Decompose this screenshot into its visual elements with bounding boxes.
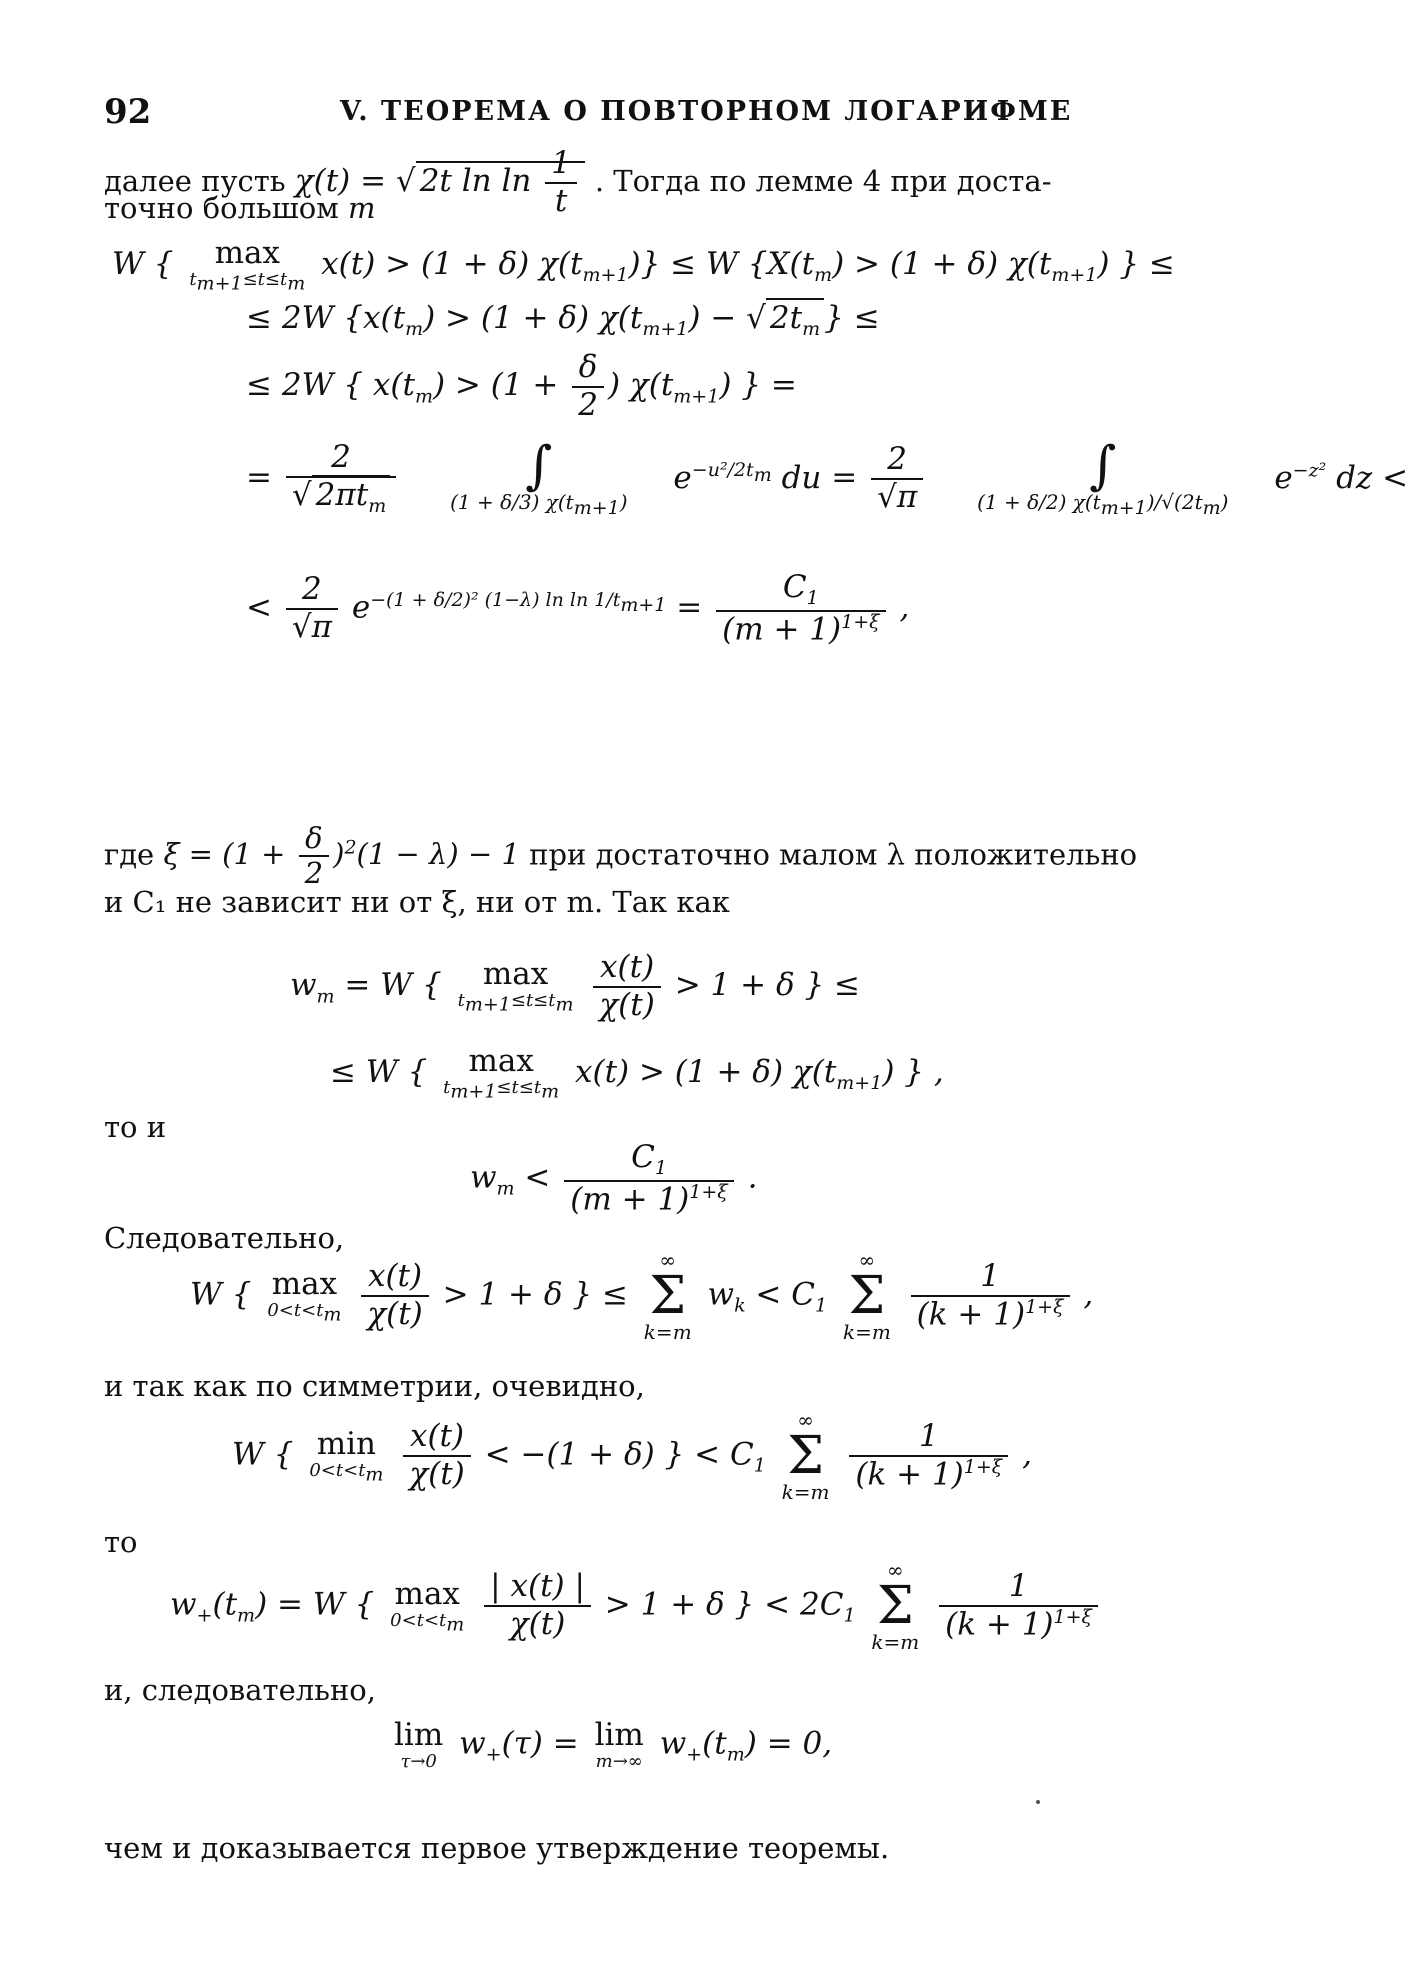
- intro-text-b: . Тогда по лемме 4 при доста-: [594, 164, 1052, 199]
- equation-sum-min: W { min $0<t<t_m$ $\frac{x(t)}{\chi(t)}$ < −(1 + δ) } < $C_1$ ∞ Σ k=m $\frac{1}{(k + 1)^{1+\xi}}$ ,: [232, 1408, 1032, 1504]
- equation-line-1: W { max $t_{m+1}\le t\le t_m$ x(t) > (1 + δ) $\chi(t_{m+1})\} \le W$ {$X(t_m) > (1 + \delta)$ $\chi(t_{m+1})$ } ≤: [112, 235, 1175, 295]
- chi-definition: χ(t) = √ 2t ln ln $\frac{1}{t}$: [295, 161, 595, 199]
- equation-line-3: ≤ 2W { $x(t_m) > (1$ + $\frac{\delta}{2}$ ) $\chi(t_{m+1})$ } =: [246, 349, 797, 423]
- to-i-text: то и: [104, 1110, 167, 1144]
- paragraph-where-line2: и C₁ не зависит ни от ξ, ни от m. Так как: [104, 885, 730, 919]
- page-number: 92: [104, 92, 152, 132]
- sledovatelno-text: Следовательно,: [104, 1221, 345, 1255]
- running-title: V. ТЕОРЕМА О ПОВТОРНОМ ЛОГАРИФМЕ: [340, 96, 1073, 127]
- equation-wm-bound: $w_m$ < $\frac{C_1}{(m + 1)^{1+\xi}}$ .: [470, 1139, 758, 1218]
- where-text: где: [104, 837, 155, 872]
- paragraph-intro-line2: точно большом m: [104, 191, 376, 225]
- where-text-b: при достаточно малом λ положительно: [529, 837, 1138, 872]
- equation-sum-max: W { max $0<t<t_m$ $\frac{x(t)}{\chi(t)}$ > 1 + δ } ≤ ∞ Σ k=m $w_k < C_1$ ∞ Σ k=m $\frac{1}{(k + 1)^{1+\xi}}$ ,: [190, 1248, 1094, 1344]
- equation-line-5: < $\frac{2}{√\pi}$ $e^{-(1 + \delta/2)^2 (1-\lambda) ln ln 1/t_{m+1}}$ = $\frac{C_1}{(m + 1)^{1+\xi}}$ ,: [246, 569, 910, 648]
- equation-wm-1: $w_m = W$ { max $t_{m+1}\le t\le t_m$ $\frac{x(t)}{\chi(t)}$ > 1 + δ } ≤: [290, 949, 861, 1023]
- symmetry-text: и так как по симметрии, очевидно,: [104, 1369, 645, 1403]
- final-sentence: чем и доказывается первое утверждение теоремы.: [104, 1831, 890, 1865]
- paragraph-where: где ξ = (1 + $\frac{\delta}{2}$ )$^2$(1 − λ) − 1 при достаточно малом λ положительно: [104, 821, 1138, 891]
- equation-w-plus: $w_+(t_m) = W$ { max $0<t<t_m$ $\frac{| x(t) |}{\chi(t)}$ > 1 + δ } < $2C_1$ ∞ Σ k=m $\frac{1}{(k + 1)^{1+\xi}}$: [170, 1560, 1102, 1652]
- intro-text-a: далее пусть: [104, 164, 286, 199]
- equation-line-2: ≤ 2W {$x(t_m) > (1 + \delta) \chi(t_{m+1})$ − √ $2t_m$ } ≤: [246, 300, 880, 341]
- equation-line-4: = $\frac{2}{√ 2\pi t_m}$ ∫ (1 + δ/3) $\chi(t_{m+1})$ $e^{-u^2/2t_m}$ du = $\frac{2}{√\pi}$ ∫ (1 + δ/2) $\chi(t_{m+1})/√(2t_m)$ $e^{-z^2}$ dz <: [246, 436, 1408, 519]
- i-sled-text: и, следовательно,: [104, 1673, 376, 1707]
- equation-limit: lim τ→0 $w_+(\tau)$ = lim m→∞ $w_+(t_m) = 0$,: [394, 1717, 833, 1773]
- equation-wm-2: ≤ W { max $t_{m+1}\le t\le t_m$ x(t) > (1 + δ) $\chi(t_{m+1})$ } ,: [330, 1043, 944, 1103]
- intro-text-c: точно большом: [104, 191, 339, 225]
- to-text: то: [104, 1525, 138, 1559]
- print-speck: [1036, 1800, 1040, 1804]
